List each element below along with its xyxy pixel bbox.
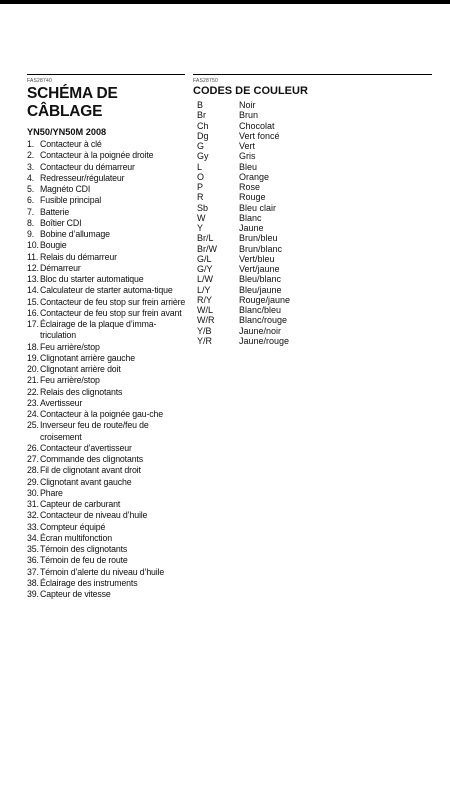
color-name: Rouge/jaune	[239, 294, 291, 305]
item-number: 24.	[27, 409, 39, 419]
item-text: Témoin d’alerte du niveau d’huile	[40, 566, 165, 577]
table-row	[193, 172, 290, 182]
item-text: Contacteur à la poignée droite	[40, 150, 154, 161]
item-number: 3.	[27, 161, 35, 172]
color-name: Brun	[239, 110, 259, 121]
item-text: Contacteur de niveau d’huile	[40, 510, 148, 521]
list-item	[27, 488, 187, 499]
color-abbreviation: Gy	[197, 151, 209, 162]
section-title-line2: CÂBLAGE	[27, 103, 103, 120]
list-item	[27, 139, 187, 150]
color-abbreviation: G/Y	[197, 264, 213, 274]
item-number: 6.	[27, 195, 35, 206]
item-number: 1.	[27, 139, 35, 149]
list-item	[27, 589, 187, 600]
item-text: Relais des clignotants	[40, 386, 123, 397]
item-text: Relais du démarreur	[40, 251, 117, 262]
list-item	[27, 252, 187, 263]
item-text: Bougie	[40, 240, 67, 251]
table-row	[193, 182, 290, 192]
item-text: Inverseur feu de route/feu de croisement	[40, 420, 149, 442]
color-name: Rose	[239, 182, 261, 192]
item-text: Éclairage de la plaque d’imma-triculation	[40, 319, 157, 341]
item-number: 15.	[27, 296, 39, 307]
table-row	[193, 223, 290, 233]
item-text: Éclairage des instruments	[40, 577, 138, 588]
item-text: Témoin de feu de route	[40, 555, 128, 566]
table-row	[193, 203, 290, 213]
item-number: 11.	[27, 251, 39, 262]
color-abbreviation: O	[197, 171, 205, 182]
color-abbreviation: W/L	[197, 305, 214, 315]
item-text: Phare	[40, 487, 63, 498]
table-row	[193, 100, 290, 110]
color-abbreviation: Ch	[197, 120, 209, 131]
item-text: Feu arrière/stop	[40, 341, 100, 352]
list-item	[27, 578, 187, 589]
color-name: Brun/bleu	[239, 233, 278, 244]
table-row	[193, 326, 290, 336]
section-code: FAS28750	[193, 78, 218, 84]
list-item	[27, 274, 187, 285]
item-text: Redresseur/régulateur	[40, 172, 125, 183]
color-abbreviation: L/Y	[197, 284, 211, 295]
color-abbreviation: G/L	[197, 253, 212, 264]
color-name: Jaune/noir	[239, 325, 282, 336]
item-text: Compteur équipé	[40, 521, 106, 532]
item-text: Fil de clignotant avant droit	[40, 465, 141, 476]
item-number: 28.	[27, 465, 39, 476]
list-item	[27, 173, 187, 184]
item-number: 2.	[27, 150, 35, 161]
list-item	[27, 544, 187, 555]
item-text: Batterie	[40, 206, 70, 217]
color-abbreviation: Br	[197, 110, 206, 121]
table-row	[193, 233, 290, 243]
item-text: Clignotant arrière gauche	[40, 352, 136, 363]
item-number: 39.	[27, 589, 39, 599]
item-number: 37.	[27, 566, 39, 577]
list-item	[27, 510, 187, 521]
list-item	[27, 567, 187, 578]
item-number: 27.	[27, 454, 39, 464]
item-number: 36.	[27, 555, 39, 566]
list-item	[27, 308, 187, 319]
item-text: Contacteur de feu stop sur frein arrière	[40, 296, 186, 307]
color-abbreviation: Dg	[197, 130, 209, 141]
item-number: 13.	[27, 274, 39, 284]
item-text: Capteur de vitesse	[40, 589, 111, 599]
section-code: FAS28740	[27, 78, 52, 84]
color-name: Vert	[239, 141, 256, 151]
item-text: Boîtier CDI	[40, 217, 82, 228]
item-text: Démarreur	[40, 262, 81, 273]
color-abbreviation: Sb	[197, 202, 209, 213]
item-text: Magnéto CDI	[40, 184, 91, 194]
color-name: Jaune/rouge	[239, 335, 290, 346]
color-name: Bleu	[239, 161, 258, 172]
list-item	[27, 195, 187, 206]
list-item	[27, 240, 187, 251]
item-text: Commande des clignotants	[40, 454, 143, 464]
color-abbreviation: Br/L	[197, 233, 214, 244]
table-row	[193, 254, 290, 264]
list-item	[27, 522, 187, 533]
item-number: 35.	[27, 544, 39, 554]
list-item	[27, 420, 187, 443]
item-number: 33.	[27, 521, 39, 532]
item-number: 5.	[27, 184, 35, 194]
item-text: Écran multifonction	[40, 532, 112, 543]
list-item	[27, 555, 187, 566]
list-item	[27, 533, 187, 544]
item-number: 8.	[27, 217, 35, 228]
item-number: 19.	[27, 352, 39, 363]
table-row	[193, 305, 290, 315]
item-text: Contacteur du démarreur	[40, 161, 135, 172]
list-item	[27, 162, 187, 173]
color-abbreviation: W	[197, 212, 206, 223]
color-name: Blanc	[239, 212, 262, 223]
table-row	[193, 285, 290, 295]
list-item	[27, 465, 187, 476]
color-abbreviation: W/R	[197, 315, 215, 326]
list-item	[27, 398, 187, 409]
list-item	[27, 353, 187, 364]
wiring-diagram-section	[27, 78, 187, 600]
item-text: Avertisseur	[40, 397, 83, 408]
item-number: 23.	[27, 397, 39, 408]
table-row	[193, 131, 290, 141]
color-name: Orange	[239, 171, 270, 182]
table-row	[193, 141, 290, 151]
color-abbreviation: R	[197, 192, 204, 203]
item-number: 18.	[27, 341, 39, 352]
color-abbreviation: P	[197, 182, 204, 192]
color-name: Chocolat	[239, 120, 275, 131]
list-item	[27, 229, 187, 240]
item-number: 30.	[27, 487, 39, 498]
color-name: Rouge	[239, 192, 266, 203]
color-abbreviation: G	[197, 141, 205, 151]
top-border	[0, 0, 450, 4]
item-text: Clignotant avant gauche	[40, 476, 132, 487]
color-name: Blanc/bleu	[239, 305, 282, 315]
table-row	[193, 151, 290, 161]
list-item	[27, 297, 187, 308]
list-item	[27, 387, 187, 398]
list-item	[27, 207, 187, 218]
table-row	[193, 336, 290, 346]
item-number: 4.	[27, 172, 35, 183]
table-row	[193, 264, 290, 274]
list-item	[27, 319, 187, 342]
list-item	[27, 454, 187, 465]
list-item	[27, 150, 187, 161]
list-item	[27, 218, 187, 229]
color-abbreviation: Br/W	[197, 243, 217, 254]
item-text: Témoin des clignotants	[40, 544, 128, 554]
list-item	[27, 375, 187, 386]
color-abbreviation: L/W	[197, 274, 214, 285]
color-name: Jaune	[239, 223, 264, 233]
table-row	[193, 274, 290, 284]
item-text: Fusible principal	[40, 195, 102, 206]
list-item	[27, 285, 187, 296]
table-row	[193, 213, 290, 223]
list-item	[27, 263, 187, 274]
color-abbreviation: R/Y	[197, 294, 213, 305]
item-number: 14.	[27, 285, 39, 296]
color-code-table	[193, 100, 290, 346]
item-number: 9.	[27, 229, 35, 239]
item-number: 21.	[27, 375, 39, 386]
list-item	[27, 443, 187, 454]
list-item	[27, 409, 187, 420]
item-text: Contacteur à la poignée gau-che	[40, 409, 163, 419]
color-abbreviation: Y/B	[197, 325, 212, 336]
table-row	[193, 162, 290, 172]
item-text: Bobine d’allumage	[40, 229, 110, 239]
color-abbreviation: Y/R	[197, 335, 213, 346]
list-item	[27, 364, 187, 375]
color-codes-section	[193, 78, 433, 346]
item-text: Feu arrière/stop	[40, 375, 100, 386]
color-name: Bleu/jaune	[239, 284, 282, 295]
color-name: Vert/bleu	[239, 253, 275, 264]
color-name: Bleu/blanc	[239, 274, 282, 285]
color-abbreviation: L	[197, 161, 203, 172]
item-text: Calculateur de starter automa-tique	[40, 285, 173, 296]
item-number: 16.	[27, 307, 39, 318]
color-abbreviation: Y	[197, 223, 204, 233]
list-item	[27, 184, 187, 195]
item-text: Contacteur d’avertisseur	[40, 442, 132, 453]
table-row	[193, 244, 290, 254]
table-row	[193, 121, 290, 131]
list-item	[27, 477, 187, 488]
item-number: 12.	[27, 262, 39, 273]
item-text: Clignotant arrière doit	[40, 364, 121, 374]
list-item	[27, 499, 187, 510]
color-name: Noir	[239, 100, 256, 110]
left-rule	[27, 74, 185, 75]
table-row	[193, 192, 290, 202]
color-name: Vert/jaune	[239, 264, 280, 274]
item-text: Bloc du starter automatique	[40, 274, 144, 284]
right-rule	[193, 74, 432, 75]
item-number: 26.	[27, 442, 39, 453]
item-number: 10.	[27, 240, 39, 251]
table-row	[193, 315, 290, 325]
component-list	[27, 139, 187, 600]
color-abbreviation: B	[197, 100, 204, 110]
table-row	[193, 110, 290, 120]
color-name: Bleu clair	[239, 202, 277, 213]
section-title-line1: SCHÉMA DE	[27, 85, 118, 102]
item-text: Capteur de carburant	[40, 499, 121, 509]
table-row	[193, 295, 290, 305]
item-number: 7.	[27, 206, 35, 217]
item-number: 22.	[27, 386, 39, 397]
section-title: CODES DE COULEUR	[193, 85, 308, 97]
color-name: Gris	[239, 151, 256, 162]
item-text: Contacteur de feu stop sur frein avant	[40, 307, 182, 318]
item-number: 17.	[27, 319, 39, 329]
model-subtitle: YN50/YN50M 2008	[27, 127, 107, 137]
item-number: 34.	[27, 532, 39, 543]
item-number: 31.	[27, 499, 39, 509]
item-text: Contacteur à clé	[40, 139, 102, 149]
item-number: 32.	[27, 510, 39, 521]
color-name: Brun/blanc	[239, 243, 283, 254]
color-name: Blanc/rouge	[239, 315, 288, 326]
list-item	[27, 342, 187, 353]
item-number: 20.	[27, 364, 39, 374]
color-name: Vert foncé	[239, 130, 280, 141]
item-number: 25.	[27, 420, 39, 431]
item-number: 29.	[27, 476, 39, 487]
item-number: 38.	[27, 577, 39, 588]
